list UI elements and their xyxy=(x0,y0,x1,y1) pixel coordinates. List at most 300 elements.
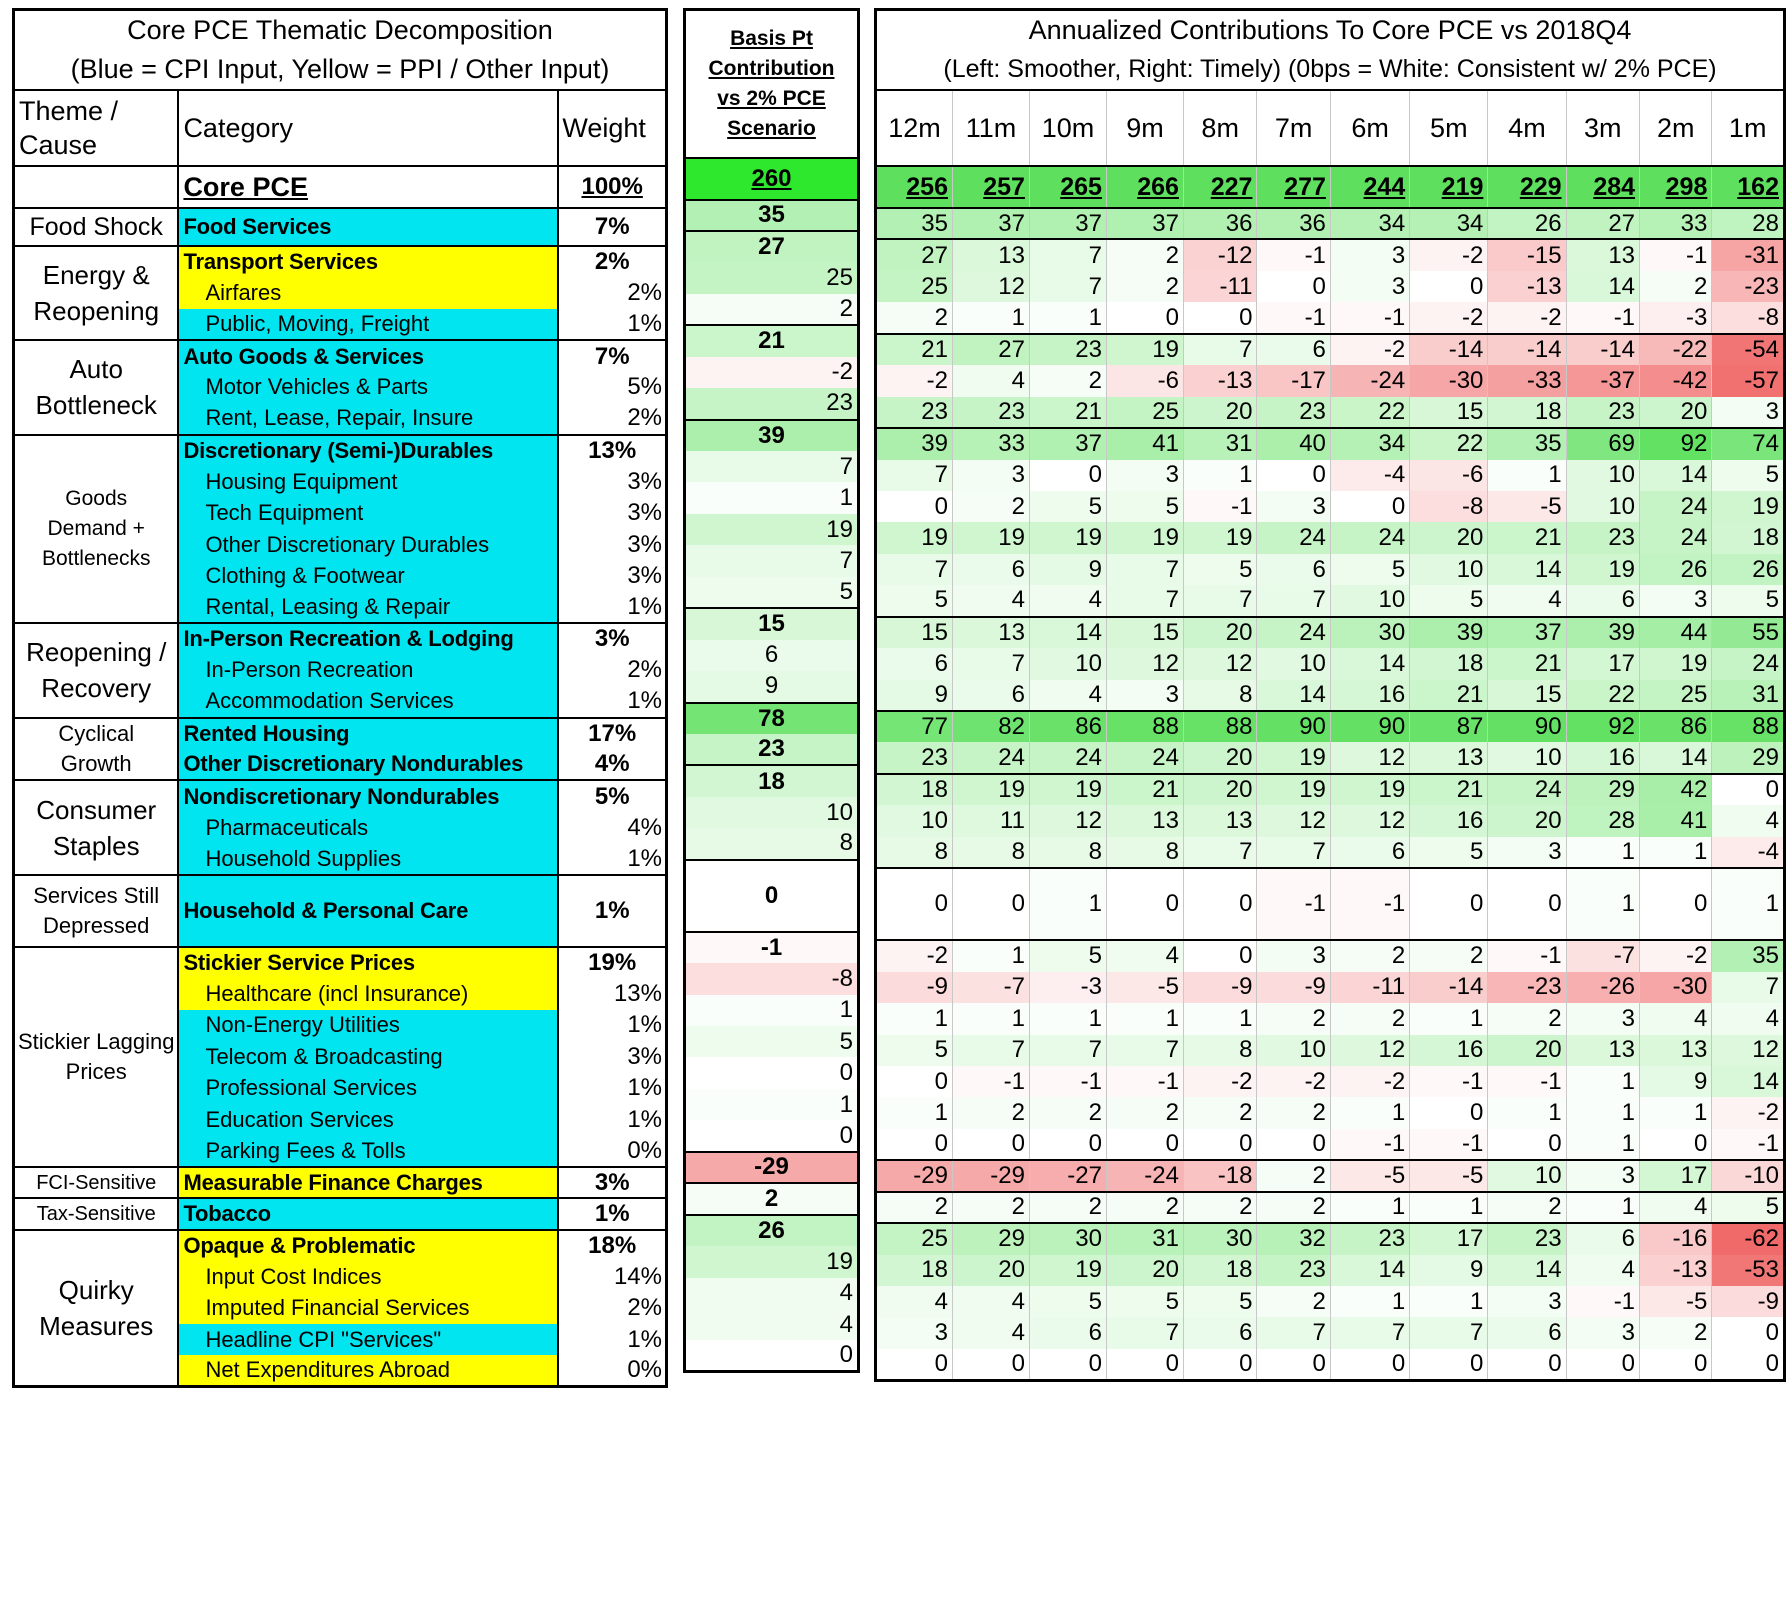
value-2m: 9 xyxy=(1640,1066,1712,1097)
value-3m: -7 xyxy=(1566,940,1639,971)
left-title-line2: (Blue = CPI Input, Yellow = PPI / Other Input) xyxy=(70,54,610,84)
table-row xyxy=(685,420,859,451)
value-3m: 3 xyxy=(1566,1003,1639,1034)
value-10m: 37 xyxy=(1029,428,1106,459)
table-row xyxy=(876,271,1785,302)
table-row xyxy=(876,940,1785,971)
value-12m: 7 xyxy=(876,554,953,585)
value-2m: -30 xyxy=(1640,972,1712,1003)
category-label: Nondiscretionary Nondurables xyxy=(178,780,558,811)
table-row xyxy=(685,262,859,293)
value-4m: 21 xyxy=(1488,522,1566,553)
contribution-value: 260 xyxy=(685,158,859,200)
value-6m: -2 xyxy=(1330,1066,1409,1097)
value-3m: 1 xyxy=(1566,1192,1639,1223)
contribution-value: 2 xyxy=(685,1183,859,1214)
value-8m: 2 xyxy=(1183,1097,1256,1128)
value-12m: 0 xyxy=(876,1066,953,1097)
value-6m: 22 xyxy=(1330,397,1409,428)
value-1m: -62 xyxy=(1712,1223,1785,1254)
value-11m: 11 xyxy=(952,805,1029,836)
weight-value: 14% xyxy=(613,1262,662,1290)
value-12m: 35 xyxy=(876,208,953,239)
value-7m: 0 xyxy=(1257,1129,1330,1160)
value-5m: 87 xyxy=(1410,711,1488,742)
value-8m: 5 xyxy=(1183,1286,1256,1317)
value-5m: -5 xyxy=(1410,1160,1488,1191)
weight-value: 18% xyxy=(588,1231,637,1259)
value-4m: 18 xyxy=(1488,397,1566,428)
table-row xyxy=(876,805,1785,836)
value-12m: 256 xyxy=(876,166,953,208)
value-2m: 1 xyxy=(1640,1097,1712,1128)
col-weight-header: Weight xyxy=(558,90,666,166)
value-8m: -2 xyxy=(1183,1066,1256,1097)
value-4m: 1 xyxy=(1488,460,1566,491)
value-2m: 13 xyxy=(1640,1035,1712,1066)
value-6m: 19 xyxy=(1330,774,1409,805)
value-6m: 30 xyxy=(1330,617,1409,648)
contribution-value: 18 xyxy=(685,765,859,796)
value-7m: 10 xyxy=(1257,648,1330,679)
value-4m: 0 xyxy=(1488,1129,1566,1160)
period-header-4m: 4m xyxy=(1488,90,1566,166)
value-12m: -29 xyxy=(876,1160,953,1191)
value-11m: 4 xyxy=(952,585,1029,616)
table-row xyxy=(685,325,859,356)
category-label: Opaque & Problematic xyxy=(178,1230,558,1261)
weight-value: 13% xyxy=(588,436,637,464)
value-4m: 10 xyxy=(1488,1160,1566,1191)
table-row xyxy=(685,1152,859,1183)
value-10m: 1 xyxy=(1029,302,1106,333)
value-10m: 0 xyxy=(1029,1349,1106,1380)
value-3m: 16 xyxy=(1566,742,1639,773)
value-4m: 90 xyxy=(1488,711,1566,742)
contribution-header-line1: Basis Pt xyxy=(730,26,813,50)
value-4m: 14 xyxy=(1488,554,1566,585)
value-6m: -2 xyxy=(1330,334,1409,365)
value-2m: 1 xyxy=(1640,837,1712,868)
value-10m: 21 xyxy=(1029,397,1106,428)
table-row xyxy=(685,514,859,545)
category-label: Airfares xyxy=(178,277,558,308)
value-9m: 0 xyxy=(1106,868,1183,940)
value-11m: 13 xyxy=(952,617,1029,648)
contribution-value: 78 xyxy=(685,703,859,734)
value-12m: 0 xyxy=(876,868,953,940)
value-9m: 19 xyxy=(1106,334,1183,365)
table-row xyxy=(876,397,1785,428)
contribution-value: 1 xyxy=(685,995,859,1026)
value-5m: 10 xyxy=(1410,554,1488,585)
value-7m: 7 xyxy=(1257,585,1330,616)
value-9m: 3 xyxy=(1106,460,1183,491)
weight-value: 1% xyxy=(558,592,666,623)
value-11m: 33 xyxy=(952,428,1029,459)
value-6m: 23 xyxy=(1330,1223,1409,1254)
value-2m: -22 xyxy=(1640,334,1712,365)
value-7m: -2 xyxy=(1257,1066,1330,1097)
contribution-value: 1 xyxy=(685,482,859,513)
value-12m: 5 xyxy=(876,1035,953,1066)
table-row xyxy=(685,577,859,608)
value-4m: 229 xyxy=(1488,166,1566,208)
value-11m: 8 xyxy=(952,837,1029,868)
value-10m: 1 xyxy=(1029,1003,1106,1034)
value-7m: -9 xyxy=(1257,972,1330,1003)
weight-value: 7% xyxy=(558,208,666,246)
value-5m: 17 xyxy=(1410,1223,1488,1254)
category-label: Discretionary (Semi-)Durables xyxy=(178,435,558,466)
period-header-10m: 10m xyxy=(1029,90,1106,166)
value-10m: -1 xyxy=(1029,1066,1106,1097)
value-7m: 23 xyxy=(1257,397,1330,428)
value-4m: -13 xyxy=(1488,271,1566,302)
table-row xyxy=(876,239,1785,270)
contribution-value: 26 xyxy=(685,1215,859,1246)
table-row xyxy=(685,860,859,932)
table-row xyxy=(685,451,859,482)
weight-value: 4% xyxy=(558,749,666,780)
value-6m: 34 xyxy=(1330,428,1409,459)
value-2m: 24 xyxy=(1640,522,1712,553)
contribution-value: 23 xyxy=(685,734,859,765)
weight-value: 3% xyxy=(627,467,662,495)
value-12m: 10 xyxy=(876,805,953,836)
value-5m: -14 xyxy=(1410,334,1488,365)
category-label: Professional Services xyxy=(178,1073,558,1104)
value-3m: 1 xyxy=(1566,1066,1639,1097)
value-3m: 22 xyxy=(1566,680,1639,711)
value-3m: 1 xyxy=(1566,868,1639,940)
value-11m: 37 xyxy=(952,208,1029,239)
value-10m: 14 xyxy=(1029,617,1106,648)
value-8m: 0 xyxy=(1183,1349,1256,1380)
contribution-header-line4: Scenario xyxy=(727,116,816,140)
period-header-8m: 8m xyxy=(1183,90,1256,166)
value-9m: 7 xyxy=(1106,585,1183,616)
value-9m: 7 xyxy=(1106,1035,1183,1066)
value-5m: 5 xyxy=(1410,585,1488,616)
table-row xyxy=(876,334,1785,365)
value-4m: 26 xyxy=(1488,208,1566,239)
value-7m: 10 xyxy=(1257,1035,1330,1066)
value-6m: 34 xyxy=(1330,208,1409,239)
weight-value: 4% xyxy=(627,813,662,841)
value-11m: 1 xyxy=(952,302,1029,333)
value-9m: -5 xyxy=(1106,972,1183,1003)
category-table xyxy=(12,8,668,1388)
table-row xyxy=(685,703,859,734)
contribution-value: 9 xyxy=(685,671,859,702)
value-2m: -42 xyxy=(1640,365,1712,396)
table-row xyxy=(876,1349,1785,1380)
value-1m: 5 xyxy=(1712,1192,1785,1223)
value-11m: -29 xyxy=(952,1160,1029,1191)
category-label: Transport Services xyxy=(178,246,558,277)
contribution-value: 4 xyxy=(685,1309,859,1340)
period-header-9m: 9m xyxy=(1106,90,1183,166)
value-4m: -5 xyxy=(1488,491,1566,522)
value-11m: 6 xyxy=(952,554,1029,585)
value-10m: -27 xyxy=(1029,1160,1106,1191)
value-7m: 0 xyxy=(1257,271,1330,302)
value-10m: 5 xyxy=(1029,1286,1106,1317)
weight-value: 1% xyxy=(558,843,666,874)
category-label: Other Discretionary Nondurables xyxy=(178,749,558,780)
value-8m: -1 xyxy=(1183,491,1256,522)
value-11m: 1 xyxy=(952,1003,1029,1034)
value-5m: 13 xyxy=(1410,742,1488,773)
value-10m: 30 xyxy=(1029,1223,1106,1254)
value-7m: -1 xyxy=(1257,302,1330,333)
value-5m: -1 xyxy=(1410,1129,1488,1160)
value-5m: 1 xyxy=(1410,1003,1488,1034)
value-7m: 24 xyxy=(1257,522,1330,553)
value-12m: 1 xyxy=(876,1097,953,1128)
value-5m: 34 xyxy=(1410,208,1488,239)
value-4m: -14 xyxy=(1488,334,1566,365)
period-header-3m: 3m xyxy=(1566,90,1639,166)
table-row xyxy=(876,1192,1785,1223)
value-2m: -1 xyxy=(1640,239,1712,270)
value-6m: 6 xyxy=(1330,837,1409,868)
value-3m: 39 xyxy=(1566,617,1639,648)
value-8m: 18 xyxy=(1183,1255,1256,1286)
value-5m: 39 xyxy=(1410,617,1488,648)
value-4m: 20 xyxy=(1488,1035,1566,1066)
value-12m: 9 xyxy=(876,680,953,711)
table-row xyxy=(876,868,1785,940)
table-row xyxy=(685,1340,859,1371)
theme-label: Stickier Lagging Prices xyxy=(14,947,179,1167)
value-6m: -11 xyxy=(1330,972,1409,1003)
value-11m: 13 xyxy=(952,239,1029,270)
value-7m: 2 xyxy=(1257,1286,1330,1317)
value-2m: 298 xyxy=(1640,166,1712,208)
value-10m: 4 xyxy=(1029,585,1106,616)
value-11m: 19 xyxy=(952,522,1029,553)
value-1m: 19 xyxy=(1712,491,1785,522)
value-11m: 4 xyxy=(952,365,1029,396)
value-5m: 2 xyxy=(1410,940,1488,971)
period-header-5m: 5m xyxy=(1410,90,1488,166)
value-10m: 8 xyxy=(1029,837,1106,868)
table-row xyxy=(14,623,667,654)
value-6m: 0 xyxy=(1330,491,1409,522)
value-7m: 2 xyxy=(1257,1160,1330,1191)
value-8m: 8 xyxy=(1183,680,1256,711)
value-10m: 6 xyxy=(1029,1317,1106,1348)
value-1m: -4 xyxy=(1712,837,1785,868)
value-6m: 0 xyxy=(1330,1349,1409,1380)
value-9m: 20 xyxy=(1106,1255,1183,1286)
table-row xyxy=(876,1097,1785,1128)
value-4m: 1 xyxy=(1488,1097,1566,1128)
contribution-value: 10 xyxy=(685,797,859,828)
value-8m: 7 xyxy=(1183,334,1256,365)
value-5m: 9 xyxy=(1410,1255,1488,1286)
value-6m: 3 xyxy=(1330,271,1409,302)
value-4m: -2 xyxy=(1488,302,1566,333)
value-1m: -1 xyxy=(1712,1129,1785,1160)
value-11m: 257 xyxy=(952,166,1029,208)
value-3m: 92 xyxy=(1566,711,1639,742)
category-label: Input Cost Indices xyxy=(178,1261,558,1292)
value-2m: 33 xyxy=(1640,208,1712,239)
annualized-table xyxy=(874,8,1786,1382)
value-12m: 4 xyxy=(876,1286,953,1317)
table-row xyxy=(876,1223,1785,1254)
value-4m: 2 xyxy=(1488,1003,1566,1034)
value-6m: 1 xyxy=(1330,1192,1409,1223)
value-3m: -37 xyxy=(1566,365,1639,396)
category-label: Other Discretionary Durables xyxy=(178,529,558,560)
table-row xyxy=(876,711,1785,742)
value-6m: 2 xyxy=(1330,1003,1409,1034)
category-label: Rent, Lease, Repair, Insure xyxy=(178,403,558,434)
table-row xyxy=(876,302,1785,333)
category-label: Food Services xyxy=(178,208,558,246)
value-2m: 19 xyxy=(1640,648,1712,679)
table-row xyxy=(14,166,667,208)
value-9m: 5 xyxy=(1106,491,1183,522)
theme-cell-empty xyxy=(14,166,179,208)
table-row xyxy=(876,1003,1785,1034)
contribution-value: 1 xyxy=(685,1089,859,1120)
value-3m: 1 xyxy=(1566,1097,1639,1128)
contribution-value: 15 xyxy=(685,608,859,639)
table-row xyxy=(876,208,1785,239)
value-10m: 7 xyxy=(1029,1035,1106,1066)
weight-value: 3% xyxy=(558,1167,666,1198)
value-1m: -2 xyxy=(1712,1097,1785,1128)
value-10m: 24 xyxy=(1029,742,1106,773)
value-8m: -13 xyxy=(1183,365,1256,396)
value-1m: 74 xyxy=(1712,428,1785,459)
theme-label: Cyclical Growth xyxy=(14,718,179,781)
table-row xyxy=(876,742,1785,773)
table-row xyxy=(685,1089,859,1120)
table-row xyxy=(876,365,1785,396)
value-5m: -2 xyxy=(1410,239,1488,270)
value-8m: 12 xyxy=(1183,648,1256,679)
value-6m: 3 xyxy=(1330,239,1409,270)
value-2m: 25 xyxy=(1640,680,1712,711)
value-8m: 0 xyxy=(1183,868,1256,940)
value-8m: 8 xyxy=(1183,1035,1256,1066)
value-5m: 1 xyxy=(1410,1286,1488,1317)
value-10m: 0 xyxy=(1029,460,1106,491)
value-10m: 86 xyxy=(1029,711,1106,742)
table-row xyxy=(876,1255,1785,1286)
value-10m: 10 xyxy=(1029,648,1106,679)
value-11m: 2 xyxy=(952,491,1029,522)
value-2m: 14 xyxy=(1640,742,1712,773)
value-8m: 5 xyxy=(1183,554,1256,585)
value-12m: 23 xyxy=(876,742,953,773)
weight-value: 3% xyxy=(627,530,662,558)
contribution-value: 8 xyxy=(685,828,859,859)
value-8m: 20 xyxy=(1183,397,1256,428)
value-10m: 5 xyxy=(1029,940,1106,971)
category-label: Motor Vehicles & Parts xyxy=(178,372,558,403)
theme-label: Consumer Staples xyxy=(14,780,179,874)
table-row xyxy=(685,932,859,963)
value-7m: 19 xyxy=(1257,742,1330,773)
value-8m: 36 xyxy=(1183,208,1256,239)
value-7m: 0 xyxy=(1257,460,1330,491)
value-7m: 3 xyxy=(1257,940,1330,971)
table-row xyxy=(685,828,859,859)
table-row xyxy=(876,522,1785,553)
value-8m: 20 xyxy=(1183,742,1256,773)
value-5m: 21 xyxy=(1410,774,1488,805)
value-8m: 1 xyxy=(1183,460,1256,491)
value-6m: -1 xyxy=(1330,868,1409,940)
value-1m: -31 xyxy=(1712,239,1785,270)
value-4m: 14 xyxy=(1488,1255,1566,1286)
value-10m: 2 xyxy=(1029,1192,1106,1223)
period-header-2m: 2m xyxy=(1640,90,1712,166)
value-9m: -24 xyxy=(1106,1160,1183,1191)
value-9m: 4 xyxy=(1106,940,1183,971)
value-10m: 12 xyxy=(1029,805,1106,836)
value-10m: 265 xyxy=(1029,166,1106,208)
value-1m: 162 xyxy=(1712,166,1785,208)
table-row xyxy=(685,545,859,576)
contribution-value: 35 xyxy=(685,200,859,231)
value-7m: -1 xyxy=(1257,239,1330,270)
value-3m: 6 xyxy=(1566,585,1639,616)
value-2m: 92 xyxy=(1640,428,1712,459)
value-4m: 4 xyxy=(1488,585,1566,616)
value-4m: 21 xyxy=(1488,648,1566,679)
category-label: Stickier Service Prices xyxy=(178,947,558,978)
value-9m: 19 xyxy=(1106,522,1183,553)
value-6m: -1 xyxy=(1330,1129,1409,1160)
contribution-value: 0 xyxy=(685,1057,859,1088)
value-2m: -16 xyxy=(1640,1223,1712,1254)
category-label: Telecom & Broadcasting xyxy=(178,1041,558,1072)
value-9m: 25 xyxy=(1106,397,1183,428)
value-4m: 20 xyxy=(1488,805,1566,836)
contribution-header-line3: vs 2% PCE xyxy=(717,86,826,110)
value-5m: -8 xyxy=(1410,491,1488,522)
right-title xyxy=(876,10,1785,91)
value-12m: 0 xyxy=(876,1349,953,1380)
value-11m: 2 xyxy=(952,1097,1029,1128)
contribution-value: 5 xyxy=(685,577,859,608)
theme-label: FCI-Sensitive xyxy=(14,1167,179,1198)
value-8m: -11 xyxy=(1183,271,1256,302)
weight-value: 17% xyxy=(588,719,637,747)
value-3m: 28 xyxy=(1566,805,1639,836)
contribution-value: 23 xyxy=(685,388,859,419)
value-6m: 16 xyxy=(1330,680,1409,711)
value-4m: -23 xyxy=(1488,972,1566,1003)
value-3m: 4 xyxy=(1566,1255,1639,1286)
period-header-7m: 7m xyxy=(1257,90,1330,166)
category-label: Imputed Financial Services xyxy=(178,1293,558,1324)
value-8m: 31 xyxy=(1183,428,1256,459)
table-row xyxy=(685,734,859,765)
table-row xyxy=(876,1160,1785,1191)
category-label: Auto Goods & Services xyxy=(178,340,558,371)
contribution-value: 0 xyxy=(685,1120,859,1151)
value-11m: 0 xyxy=(952,868,1029,940)
